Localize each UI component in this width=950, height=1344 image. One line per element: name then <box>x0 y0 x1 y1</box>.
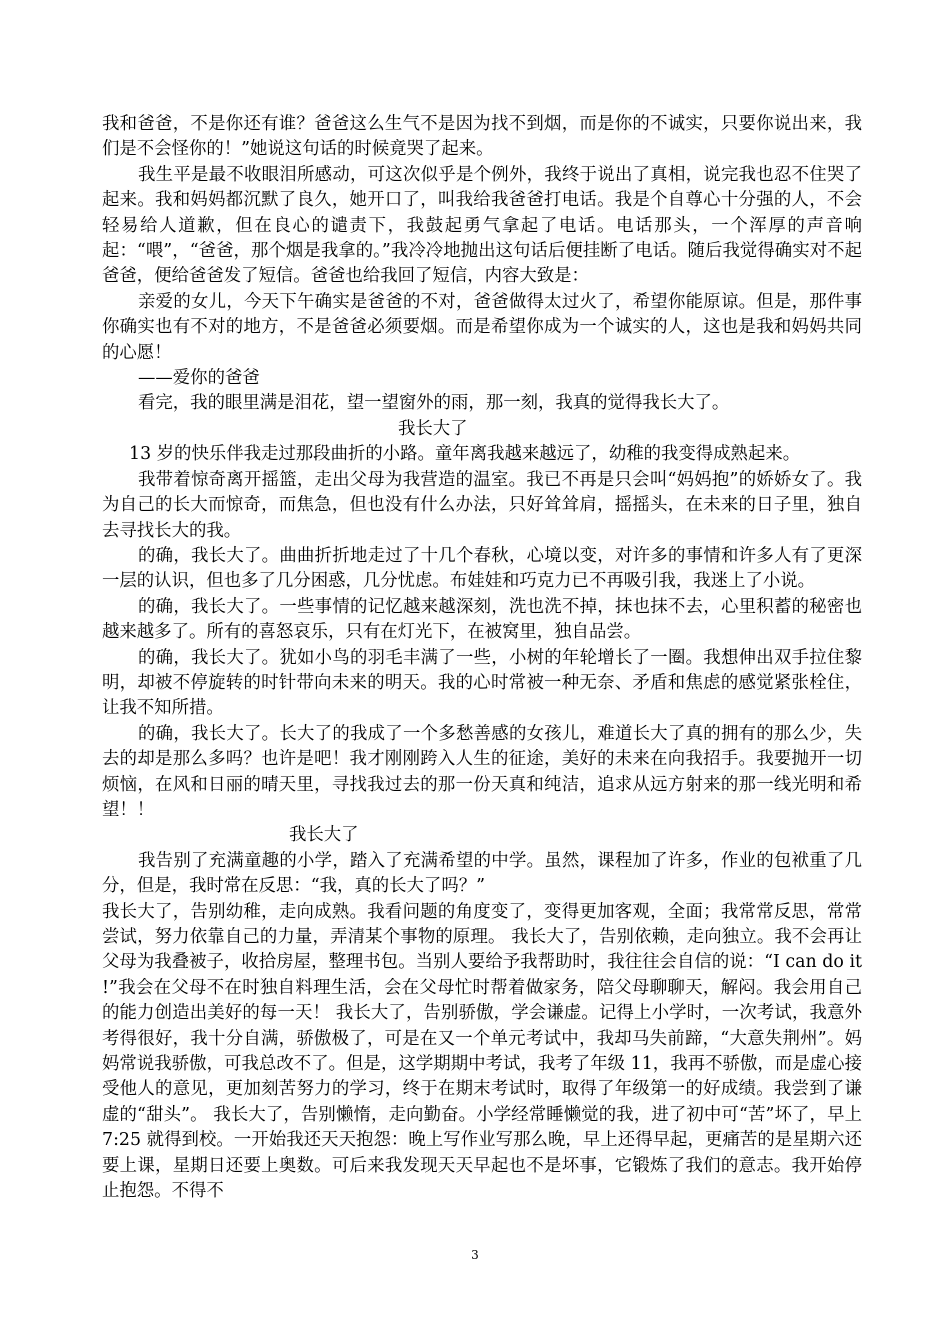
paragraph: 的确，我长大了。一些事情的记忆越来越深刻，洗也洗不掉，抹也抹不去，心里积蓄的秘密也越来越多了。所有的喜怒哀乐，只有在灯光下，在被窝里，独自品尝。 <box>102 596 862 643</box>
document-body <box>102 112 862 1204</box>
section-title: 我长大了 <box>398 418 468 439</box>
paragraph: 亲爱的女儿，今天下午确实是爸爸的不对，爸爸做得太过火了，希望你能原谅。但是，那件事你确实也有不对的地方，不是爸爸必须要烟。而是希望你成为一个诚实的人，这也是我和妈妈共同的心愿！ <box>102 291 862 363</box>
paragraph: 我长大了，告别幼稚，走向成熟。我看问题的角度变了，变得更加客观，全面；我常常反思，常常尝试，努力依靠自己的力量，弄清某个事物的原理。 我长大了，告别依赖，走向独立。我不会再让父母为我叠被子，收拾房屋，整理书包。当别人要给予我帮助时，我往往会自信的说：“I can do it !”我会在父母不在时独自料理生活，会在父母忙时帮着做家务，陪父母聊聊天，解闷。我会用自己的能力创造出美好的每一天！ 我长大了，告别骄傲，学会谦虚。记得上小学时，一次考试，我意外考得很好，我十分自满，骄傲极了，可是在又一个单元考试中，我却马失前蹄，“大意失荆州”。妈妈常说我骄傲，可我总改不了。但是，这学期期中考试，我考了年级 11，我再不骄傲，而是虚心接受他人的意见，更加刻苦努力的学习，终于在期末考试时，取得了年级第一的好成绩。我尝到了谦虚的“甜头”。 我长大了，告别懒惰，走向勤奋。小学经常睡懒觉的我，进了初中可“苦”坏了，早上 7:25 就得到校。一开始我还天天抱怨：晚上写作业写那么晚，早上还得早起，更痛苦的是星期六还要上课，星期日还要上奥数。可后来我发现天天早起也不是坏事，它锻炼了我们的意志。我开始停止抱怨。不得不 <box>102 901 862 1202</box>
paragraph: 13 岁的快乐伴我走过那段曲折的小路。童年离我越来越远了，幼稚的我变得成熟起来。 <box>129 444 801 465</box>
paragraph: 我和爸爸，不是你还有谁？爸爸这么生气不是因为找不到烟，而是你的不诚实，只要你说出来，我们是不会怪你的！”她说这句话的时候竟哭了起来。 <box>102 114 862 160</box>
paragraph: 我告别了充满童趣的小学，踏入了充满希望的中学。虽然，课程加了许多，作业的包袱重了几分，但是，我时常在反思：“我，真的长大了吗？” <box>102 850 862 897</box>
paragraph: 的确，我长大了。犹如小鸟的羽毛丰满了一些，小树的年轮增长了一圈。我想伸出双手拉住黎明，却被不停旋转的时针带向未来的明天。我的心时常被一种无奈、矛盾和焦虑的感觉紧张栓住，让我不知所措。 <box>102 647 862 719</box>
page-number: 3 <box>471 1248 479 1262</box>
paragraph: 看完，我的眼里满是泪花，望一望窗外的雨，那一刻，我真的觉得我长大了。 <box>138 393 730 414</box>
section-title: 我长大了 <box>289 825 359 846</box>
paragraph: 我带着惊奇离开摇篮，走出父母为我营造的温室。我已不再是只会叫“妈妈抱”的娇娇女了。我为自己的长大而惊奇，而焦急，但也没有什么办法，只好耸耸肩，摇摇头，在未来的日子里，独自去寻找长大的我。 <box>102 469 862 541</box>
paragraph: 我生平是最不收眼泪所感动，可这次似乎是个例外，我终于说出了真相，说完我也忍不住哭了起来。我和妈妈都沉默了良久，她开口了，叫我给我爸爸打电话。我是个自尊心十分强的人，不会轻易给人道歉，但在良心的谴责下，我鼓起勇气拿起了电话。电话那头，一个浑厚的声音响起：“喂”，“爸爸，那个烟是我拿的。”我冷冷地抛出这句话后便挂断了电话。随后我觉得确实对不起爸爸，便给爸爸发了短信。爸爸也给我回了短信，内容大致是： <box>102 164 862 287</box>
paragraph: 的确，我长大了。长大了的我成了一个多愁善感的女孩儿，难道长大了真的拥有的那么少，失去的却是那么多吗？也许是吧！我才刚刚跨入人生的征途，美好的未来在向我招手。我要抛开一切烦恼，在风和日丽的晴天里，寻找我过去的那一份天真和纯洁，追求从远方射来的那一线光明和希望！！ <box>102 723 862 820</box>
letter-signature: ——爱你的爸爸 <box>138 368 260 389</box>
paragraph: 的确，我长大了。曲曲折折地走过了十几个春秋，心境以变，对许多的事情和许多人有了更深一层的认识，但也多了几分困惑，几分忧虑。布娃娃和巧克力已不再吸引我，我迷上了小说。 <box>102 545 862 592</box>
